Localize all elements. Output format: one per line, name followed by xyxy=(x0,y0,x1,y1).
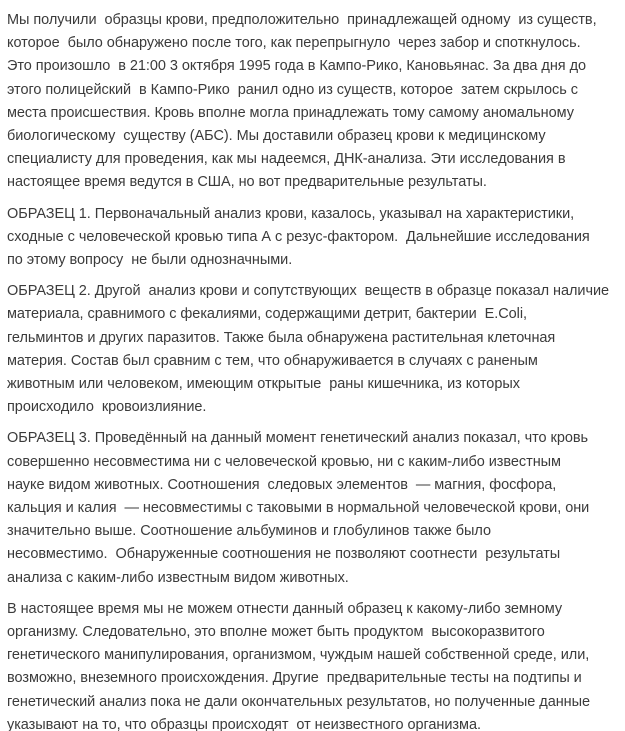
text-line: гельминтов и других паразитов. Также была обнаружена растительная клеточная xyxy=(7,329,556,346)
text-line: науке видом животных. Соотношения следовых элементов — магния, фосфора, xyxy=(7,476,557,493)
text-line: генетический анализ пока не дали окончательных результатов, но полученные данные xyxy=(7,693,591,710)
text-line: несовместимо. Обнаруженные соотношения не позволяют соотнести результаты xyxy=(7,546,561,563)
text-line: животным или человеком, имеющим открытые раны кишечника, из которых xyxy=(7,376,520,393)
text-line: материя. Состав был сравним с тем, что обнаруживается в случаях с раненым xyxy=(7,352,538,369)
text-line: материала, сравнимого с фекалиями, содержащими детрит, бактерии E.Coli, xyxy=(7,306,527,323)
intro-paragraph xyxy=(7,9,621,195)
text-line: биологическому существу (АБС). Мы доставили образец крови к медицинскому xyxy=(7,128,546,145)
text-line: сходные с человеческой кровью типа А с резус-фактором. Дальнейшие исследования xyxy=(7,228,590,245)
text-line: значительно выше. Соотношение альбуминов и глобулинов также было xyxy=(7,523,491,540)
text-line: специалисту для проведения, как мы надеемся, ДНК-анализа. Эти исследования в xyxy=(7,151,566,168)
text-line: места происшествия. Кровь вполне могла принадлежать тому самому аномальному xyxy=(7,104,574,121)
text-line: которое было обнаружено после того, как перепрыгнуло через забор и споткнулось. xyxy=(7,35,581,52)
sample-1-paragraph xyxy=(7,203,621,273)
text-line: Мы получили образцы крови, предположительно принадлежащей одному из существ, xyxy=(7,12,597,28)
text-line: ОБРАЗЕЦ 1. Первоначальный анализ крови, казалось, указывал на характеристики, xyxy=(7,205,575,222)
conclusion-paragraph xyxy=(7,598,621,731)
text-line: генетического манипулирования, организмом, чуждым нашей собственной среде, или, xyxy=(7,647,590,664)
text-line: ОБРАЗЕЦ 2. Другой анализ крови и сопутствующих веществ в образце показал наличие xyxy=(7,283,610,300)
text-line: В настоящее время мы не можем отнести данный образец к какому-либо земному xyxy=(7,600,563,617)
sample-2-paragraph xyxy=(7,280,621,419)
text-line: совершенно несовместима ни с человеческой кровью, ни с каким-либо известным xyxy=(7,453,561,470)
text-line: по этому вопросу не были однозначными. xyxy=(7,252,293,269)
text-line: настоящее время ведутся в США, но вот предварительные результаты. xyxy=(7,174,487,191)
text-line: Это произошло в 21:00 3 октября 1995 года в Кампо-Рико, Кановьянас. За два дня до xyxy=(7,58,586,75)
text-line: ОБРАЗЕЦ 3. Проведённый на данный момент генетический анализ показал, что кровь xyxy=(7,430,589,447)
text-line: происходило кровоизлияние. xyxy=(7,399,207,416)
text-line: кальция и калия — несовместимы с таковыми в нормальной человеческой крови, они xyxy=(7,500,590,517)
sample-3-paragraph xyxy=(7,427,621,589)
text-line: организму. Следовательно, это вполне может быть продуктом высокоразвитого xyxy=(7,624,545,641)
text-line: анализа с каким-либо известным видом животных. xyxy=(7,569,349,586)
text-line: этого полицейский в Кампо-Рико ранил одно из существ, которое затем скрылось с xyxy=(7,81,578,98)
text-line: возможно, внеземного происхождения. Другие предварительные тесты на подтипы и xyxy=(7,670,582,687)
text-line: указывают на то, что образцы происходят от неизвестного организма. xyxy=(7,716,481,731)
